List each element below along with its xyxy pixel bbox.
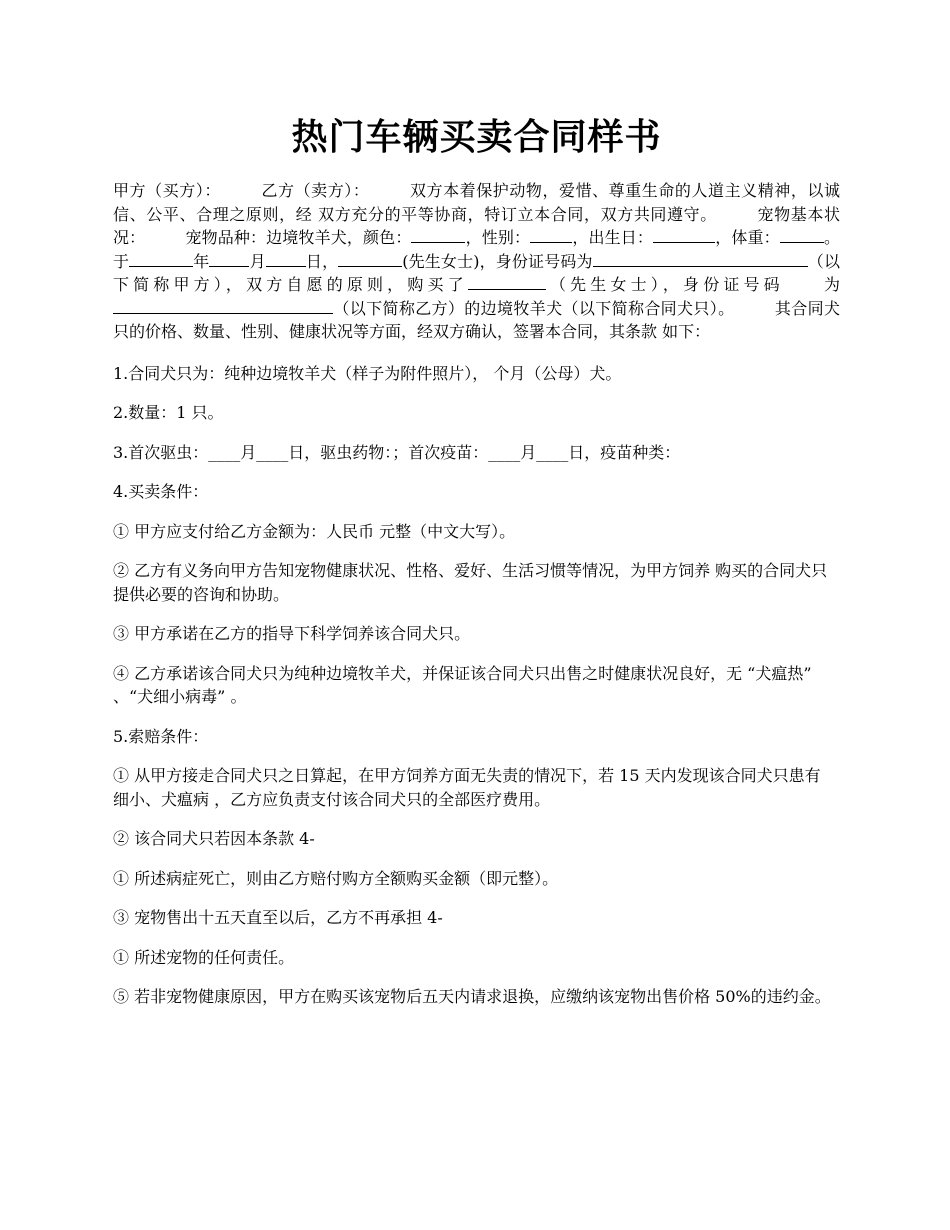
clause-5-2: ② 该合同犬只若因本条款 4- (113, 829, 315, 848)
weight-text: ，体重： (715, 228, 780, 247)
clause-4: 4.买卖条件： (113, 482, 209, 501)
date-prefix: 。 于 (113, 228, 840, 271)
month-text: 月 (249, 251, 266, 271)
gender-blank (530, 226, 572, 243)
id-text: 为 (819, 275, 840, 294)
clause-5: 5.索赔条件： (113, 726, 209, 746)
party-b-text: （以下简称乙方）的边境牧羊犬（以下简称合同犬只）。 (333, 298, 735, 318)
year-text: 年 (193, 251, 210, 271)
month-blank (209, 250, 249, 267)
clause-4-2: ② 乙方有义务向甲方告知宠物健康状况、性格、爱好、生活习惯等情况，为甲方饲养 购买的合同犬只提供必要的咨询和协助。 (113, 561, 828, 604)
clause-5-3: ③ 宠物售出十五天直至以后，乙方不再承担 4- (113, 908, 443, 927)
document-title: 热门车辆买卖合同样书 (291, 116, 662, 158)
year-blank (129, 250, 193, 267)
clause-4-1: ① 甲方应支付给乙方金额为：人民币 元整（中文大写）。 (113, 521, 516, 541)
title-text: (先生女士)，身份证号码为 (402, 251, 593, 271)
clause-5-1: ① 从甲方接走合同犬只之日算起，在甲方饲养方面无失责的情况下，若 15 天内发现该合同犬只患有 细小、犬瘟病 ，乙方应负责支付该合同犬只的全部医疗费用。 (113, 766, 821, 809)
clause-3: 3.首次驱虫：____月____日，驱虫药物：；首次疫苗：____月____日，疫苗种类： (113, 442, 681, 462)
party-a-text: （以 下简称甲方），双方自愿的原则，购买了 (113, 251, 840, 294)
day-text: 日， (305, 251, 339, 271)
seller-label: 乙方（卖方）： (260, 181, 370, 200)
birth-text: ，出生日： (572, 228, 654, 247)
weight-blank (780, 226, 824, 243)
clause-1: 1.合同犬只为：纯种边境牧羊犬（样子为附件照片）， 个月（公母）犬。 (113, 363, 622, 383)
clause-5-3-cont: ① 所述宠物的任何责任。 (113, 947, 295, 967)
name-blank (338, 250, 402, 267)
id-a-blank (593, 250, 808, 267)
clause-4-3: ③ 甲方承诺在乙方的指导下科学饲养该合同犬只。 (113, 624, 471, 643)
preamble-text: 双方本着保护动物，爱惜、尊重生命的人道主义精神，以诚信、公平、合理之原则，经 双方充分的平等协商，特订立本合同，双方共同遵守。 (113, 181, 840, 224)
color-blank (411, 226, 465, 243)
closing-text: 其合同犬只的价格、数量、性别、健康状况等方面，经双方确认，签署本合同，其条款 如下： (113, 298, 840, 341)
clause-2: 2.数量：1 只。 (113, 403, 224, 422)
buyer-label: 甲方（买方）： (113, 181, 221, 200)
birth-blank (653, 226, 715, 243)
party-b-title-text: （先生女士），身份证号码 (545, 275, 784, 294)
pet-status-label: 宠物基本状况： (113, 204, 840, 247)
document-page (113, 0, 840, 1009)
day-blank (266, 250, 306, 267)
clause-5-5: ⑤ 若非宠物健康原因，甲方在购买该宠物后五天内请求退换，应缴纳该宠物出售价格 50%的违约金。 (113, 987, 831, 1006)
id-b-blank (113, 297, 333, 314)
gender-text: ，性别： (465, 228, 531, 247)
seller-name-blank (468, 273, 546, 290)
clause-4-4: ④ 乙方承诺该合同犬只为纯种边境牧羊犬，并保证该合同犬只出售之时健康状况良好，无 “犬瘟热” 、“犬细小病毒” 。 (113, 663, 812, 706)
clause-5-2-cont: ① 所述病症死亡，则由乙方赔付购方全额购买金额（即元整）。 (113, 868, 559, 888)
breed-text: 宠物品种：边境牧羊犬，颜色： (185, 228, 412, 247)
intro-paragraph (113, 179, 840, 344)
